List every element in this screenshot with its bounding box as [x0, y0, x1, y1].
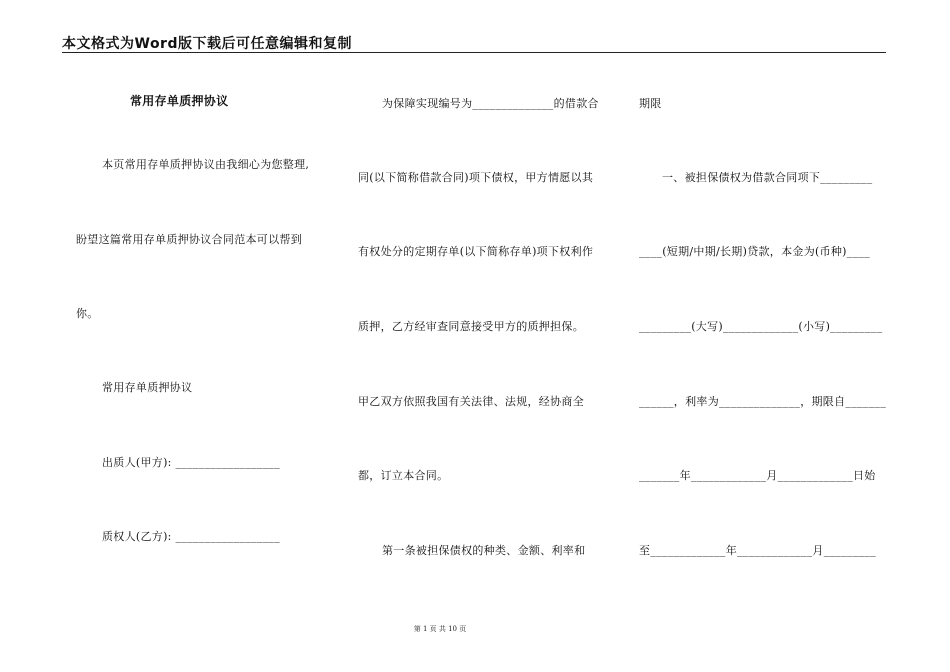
text-line: 一、被担保债权为借款合同项下_________ — [662, 171, 873, 184]
text-line: 甲乙双方依照我国有关法律、法规，经协商全 — [358, 395, 584, 408]
text-line: 质押，乙方经审查同意接受甲方的质押担保。 — [358, 320, 584, 333]
text-line: 常用存单质押协议 — [102, 381, 193, 394]
header-divider — [62, 52, 886, 53]
pledgee-field: 质权人(乙方): __________________ — [102, 530, 280, 543]
text-line: ____(短期/中期/长期)贷款，本金为(币种)____ — [639, 245, 870, 258]
text-line: 同(以下简称借款合同)项下债权，甲方情愿以其 — [358, 171, 594, 184]
text-line: 有权处分的定期存单(以下简称存单)项下权利作 — [358, 245, 594, 258]
text-line: 为保障实现编号为______________的借款合 — [382, 97, 599, 110]
text-line: _______年_____________月_____________日始 — [639, 469, 876, 482]
text-line: 都，订立本合同。 — [358, 469, 449, 482]
text-line: ______，利率为______________，期限自_______ — [639, 395, 886, 408]
document-header: 本文格式为Word版下载后可任意编辑和复制 — [62, 36, 352, 52]
document-title: 常用存单质押协议 — [130, 94, 229, 108]
text-line: 盼望这篇常用存单质押协议合同范本可以帮到 — [76, 233, 302, 246]
text-line: 期限 — [639, 97, 662, 110]
page-number: 第 1 页 共 10 页 — [413, 625, 467, 633]
section-heading: 第一条被担保债权的种类、金额、利率和 — [382, 544, 586, 557]
text-line: 你。 — [76, 307, 99, 320]
pledgor-field: 出质人(甲方): __________________ — [102, 456, 280, 469]
text-line: _________(大写)_____________(小写)_________ — [639, 320, 883, 333]
text-line: 本页常用存单质押协议由我细心为您整理, — [102, 158, 310, 171]
text-line: 至_____________年_____________月_________ — [639, 544, 876, 557]
